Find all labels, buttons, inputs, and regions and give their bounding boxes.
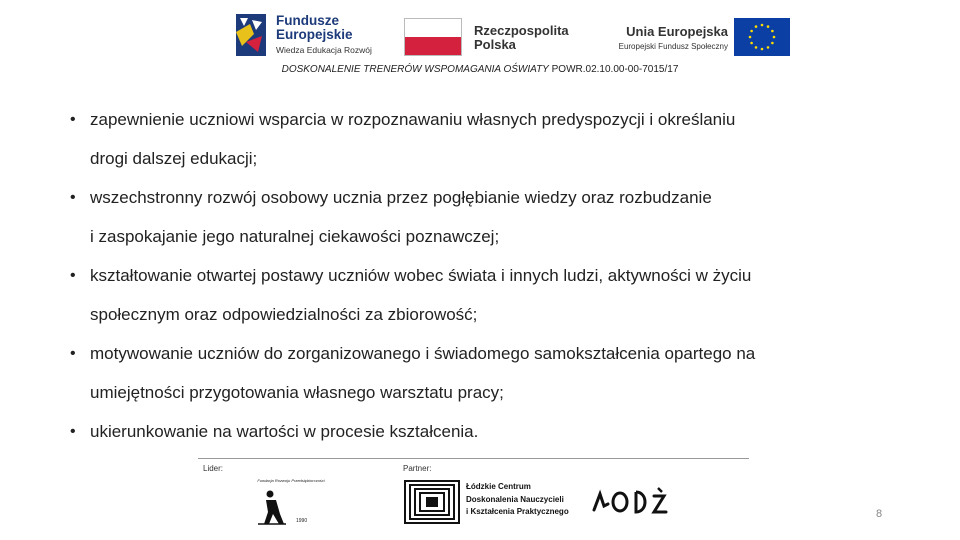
fe-title-line1: Fundusze bbox=[276, 13, 339, 28]
bullet-icon: • bbox=[70, 111, 76, 128]
bullet-icon: • bbox=[70, 345, 76, 362]
rp-line1: Rzeczpospolita bbox=[474, 23, 569, 38]
lider-label: Lider: bbox=[203, 464, 224, 473]
list-item-line1: motywowanie uczniów do zorganizowanego i świadomego samokształcenia opartego na bbox=[90, 344, 756, 363]
fe-star-mark-icon bbox=[232, 12, 270, 58]
eu-star bbox=[767, 46, 770, 49]
eu-star bbox=[761, 48, 764, 51]
lcdn-square-logo-icon bbox=[404, 480, 460, 524]
list-item bbox=[70, 412, 910, 451]
list-item-line2: drogi dalszej edukacji; bbox=[90, 149, 258, 168]
bullet-icon: • bbox=[70, 423, 76, 440]
rzeczpospolita-polska-logo bbox=[404, 18, 584, 58]
eu-star bbox=[755, 46, 758, 49]
list-item-line1: zapewnienie uczniowi wsparcia w rozpoznawaniu własnych predyspozycji i określaniu bbox=[90, 110, 736, 129]
list-item bbox=[70, 256, 910, 334]
eu-star bbox=[767, 25, 770, 28]
lcdn-line1: Łódzkie Centrum bbox=[466, 482, 531, 491]
list-item-line1: wszechstronny rozwój osobowy ucznia przez pogłębianie wiedzy oraz rozbudzanie bbox=[90, 188, 712, 207]
eu-star bbox=[761, 24, 764, 27]
eu-star bbox=[771, 30, 774, 33]
project-title bbox=[0, 64, 960, 75]
list-item bbox=[70, 334, 910, 412]
eu-star bbox=[749, 36, 752, 39]
list-item bbox=[70, 100, 910, 178]
list-item-line2: i zaspokajanie jego naturalnej ciekawości poznawczej; bbox=[90, 227, 500, 246]
lcdn-line2: Doskonalenia Nauczycieli bbox=[466, 494, 564, 504]
eu-star bbox=[750, 42, 753, 45]
footer-divider bbox=[198, 458, 749, 459]
project-code: POWR.02.10.00-00-7015/17 bbox=[548, 64, 679, 75]
fe-subtitle: Wiedza Edukacja Rozwój bbox=[276, 45, 372, 55]
list-item-line1: ukierunkowanie na wartości w procesie kształcenia. bbox=[90, 422, 479, 441]
bullet-icon: • bbox=[70, 267, 76, 284]
list-item-line1: kształtowanie otwartej postawy uczniów wobec świata i innych ludzi, aktywności w życiu bbox=[90, 266, 752, 285]
bullet-icon: • bbox=[70, 189, 76, 206]
list-item-line2: społecznym oraz odpowiedzialności za zbiorowość; bbox=[90, 305, 478, 324]
walking-figure-icon bbox=[256, 478, 326, 528]
eu-star bbox=[771, 42, 774, 45]
rp-line2: Polska bbox=[474, 37, 516, 52]
lcdn-line3: i Kształcenia Praktycznego bbox=[466, 507, 569, 516]
ue-title: Unia Europejska bbox=[626, 24, 728, 39]
lider-logo bbox=[256, 478, 326, 528]
lider-logo-text: Fundacja Rozwoju Przedsiębiorczości bbox=[257, 478, 325, 483]
lider-logo-year: 1990 bbox=[296, 518, 308, 524]
ue-subtitle: Europejski Fundusz Społeczny bbox=[618, 42, 728, 51]
list-item-line2: umiejętności przygotowania własnego warsztatu pracy; bbox=[90, 383, 504, 402]
polish-flag-icon bbox=[404, 18, 462, 56]
lcdn-name bbox=[466, 481, 569, 519]
bullet-list bbox=[70, 100, 910, 451]
eu-star bbox=[750, 30, 753, 33]
fundusze-europejskie-logo bbox=[232, 12, 372, 58]
eu-flag-icon bbox=[734, 18, 790, 56]
eu-star bbox=[773, 36, 776, 39]
project-title-italic: DOSKONALENIE TRENERÓW WSPOMAGANIA OŚWIATY bbox=[281, 64, 549, 75]
list-item bbox=[70, 178, 910, 256]
unia-europejska-logo bbox=[600, 18, 790, 58]
lodz-city-logo-icon bbox=[590, 484, 670, 518]
partner-label: Partner: bbox=[403, 464, 432, 473]
eu-star bbox=[755, 25, 758, 28]
fe-title-line2: Europejskie bbox=[276, 27, 353, 42]
page-number: 8 bbox=[876, 508, 883, 520]
